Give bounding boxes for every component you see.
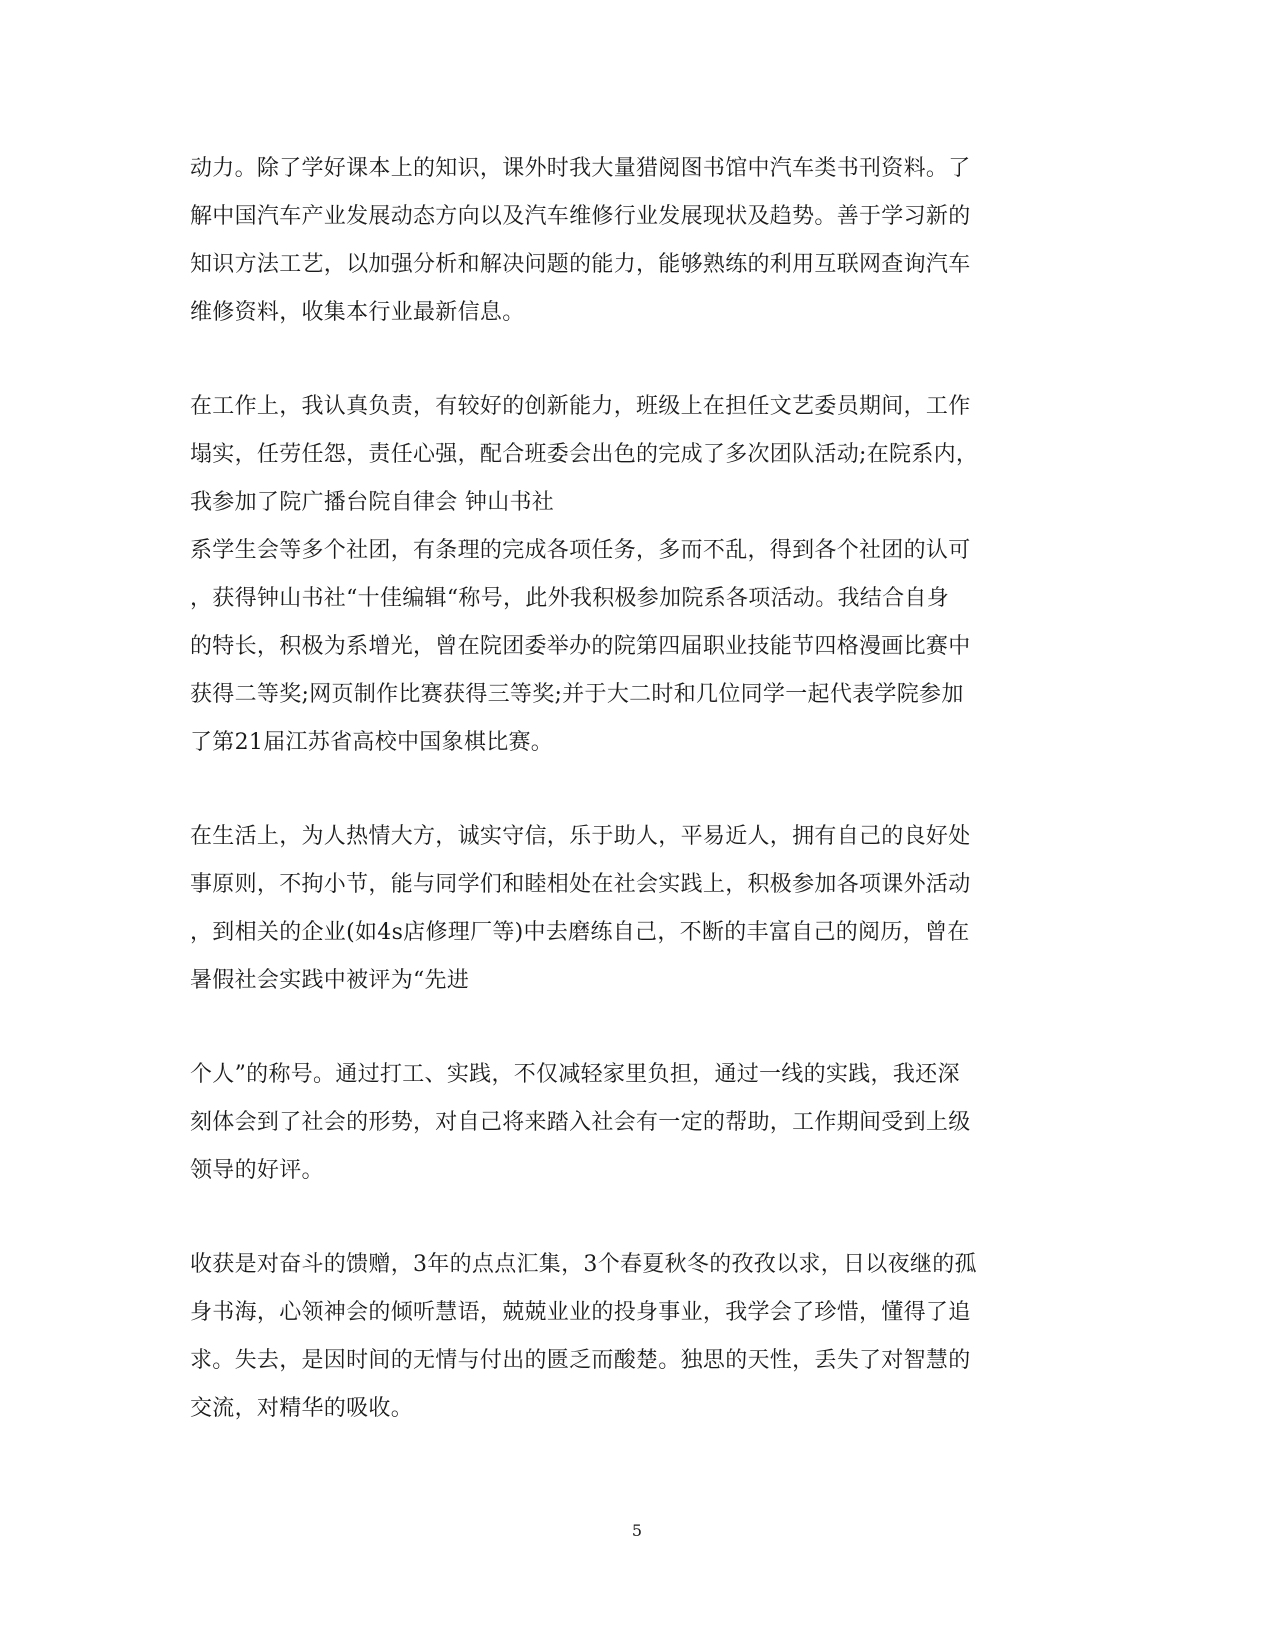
text-line: 知识方法工艺，以加强分析和解决问题的能力，能够熟练的利用互联网查询汽车 <box>190 252 971 277</box>
text-line: 身书海，心领神会的倾听慧语，兢兢业业的投身事业，我学会了珍惜，懂得了追 <box>190 1300 971 1325</box>
text-line: 刻体会到了社会的形势，对自己将来踏入社会有一定的帮助，工作期间受到上级 <box>190 1110 971 1135</box>
text-line: 领导的好评。 <box>190 1158 324 1183</box>
text-line: 系学生会等多个社团，有条理的完成各项任务，多而不乱，得到各个社团的认可 <box>190 538 971 563</box>
text-line: ，获得钟山书社“十佳编辑“称号，此外我积极参加院系各项活动。我结合自身 <box>190 586 949 611</box>
text-line: 了第21届江苏省高校中国象棋比赛。 <box>190 730 554 755</box>
text-line: 的特长，积极为系增光，曾在院团委举办的院第四届职业技能节四格漫画比赛中 <box>190 634 971 659</box>
text-line: 塌实，任劳任怨，责任心强，配合班委会出色的完成了多次团队活动;在院系内， <box>190 442 979 467</box>
text-line: 收获是对奋斗的馈赠，3年的点点汇集，3个春夏秋冬的孜孜以求，日以夜继的孤 <box>190 1252 977 1277</box>
text-line: 解中国汽车产业发展动态方向以及汽车维修行业发展现状及趋势。善于学习新的 <box>190 204 971 229</box>
text-line: 维修资料，收集本行业最新信息。 <box>190 300 525 325</box>
page-number: 5 <box>631 1521 643 1540</box>
text-line: 暑假社会实践中被评为“先进 <box>190 968 470 993</box>
text-line: 在工作上，我认真负责，有较好的创新能力，班级上在担任文艺委员期间，工作 <box>190 394 971 419</box>
text-line: 我参加了院广播台院自律会 钟山书社 <box>190 490 555 515</box>
text-line: 事原则，不拘小节，能与同学们和睦相处在社会实践上，积极参加各项课外活动 <box>190 872 971 897</box>
text-line: 动力。除了学好课本上的知识，课外时我大量猎阅图书馆中汽车类书刊资料。了 <box>190 156 971 181</box>
text-line: 求。失去，是因时间的无情与付出的匮乏而酸楚。独思的天性，丢失了对智慧的 <box>190 1348 971 1373</box>
text-line: ，到相关的企业(如4s店修理厂等)中去磨练自己，不断的丰富自己的阅历，曾在 <box>190 920 970 945</box>
text-line: 获得二等奖;网页制作比赛获得三等奖;并于大二时和几位同学一起代表学院参加 <box>190 682 964 707</box>
text-line: 交流，对精华的吸收。 <box>190 1396 414 1421</box>
text-line: 在生活上，为人热情大方，诚实守信，乐于助人，平易近人，拥有自己的良好处 <box>190 824 971 849</box>
text-line: 个人”的称号。通过打工、实践，不仅减轻家里负担，通过一线的实践，我还深 <box>190 1062 960 1087</box>
